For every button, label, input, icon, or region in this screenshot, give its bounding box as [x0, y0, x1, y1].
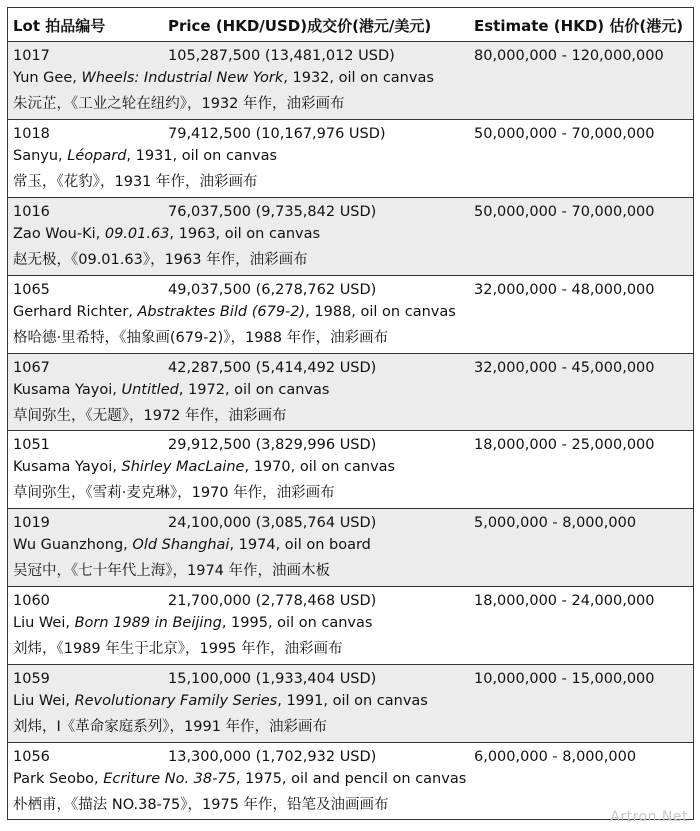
artwork-description-cn: 吴冠中，《七十年代上海》，1974 年作，油画木板	[13, 563, 331, 580]
artwork-description-cn: 格哈德·里希特，《抽象画(679-2)》，1988 年作，油彩画布	[13, 329, 389, 346]
lot-number: 1065	[13, 281, 50, 298]
auction-results-table	[7, 7, 694, 820]
price: 42,287,500 (5,414,492 USD)	[168, 359, 377, 376]
artwork-description-en: Wu Guanzhong, Old Shanghai, 1974, oil on board	[13, 537, 371, 554]
price: 79,412,500 (10,167,976 USD)	[168, 125, 386, 142]
estimate: 50,000,000 - 70,000,000	[474, 203, 655, 220]
price: 13,300,000 (1,702,932 USD)	[168, 749, 377, 766]
price: 49,037,500 (6,278,762 USD)	[168, 281, 377, 298]
price: 21,700,000 (2,778,468 USD)	[168, 593, 377, 610]
artwork-description-cn: 刘炜，《1989 年生于北京》，1995 年作，油彩画布	[13, 641, 343, 658]
table-header	[8, 8, 693, 42]
artwork-description-cn: 常玉，《花豹》，1931 年作，油彩画布	[13, 173, 258, 190]
lot-number: 1051	[13, 437, 50, 454]
table-row	[8, 276, 693, 354]
lot-number: 1056	[13, 749, 50, 766]
price: 15,100,000 (1,933,404 USD)	[168, 671, 377, 688]
artwork-description-cn: 朱沅芷，《工业之轮在纽约》，1932 年作，油彩画布	[13, 96, 345, 112]
lot-number: 1059	[13, 671, 50, 688]
lot-number: 1019	[13, 515, 50, 532]
watermark-logo: Artron.Net	[610, 809, 688, 825]
lot-number: 1016	[13, 203, 50, 220]
artwork-description-en: Kusama Yayoi, Untitled, 1972, oil on canvas	[13, 381, 330, 398]
estimate: 32,000,000 - 45,000,000	[474, 359, 655, 376]
lot-number: 1067	[13, 359, 50, 376]
estimate: 32,000,000 - 48,000,000	[474, 281, 655, 298]
estimate-column-header: Estimate (HKD) 估价(港元)	[474, 17, 684, 35]
estimate: 18,000,000 - 24,000,000	[474, 593, 655, 610]
artwork-description-en: Zao Wou-Ki, 09.01.63, 1963, oil on canvas	[13, 225, 321, 242]
artwork-description-en: Park Seobo, Ecriture No. 38-75, 1975, oil and pencil on canvas	[13, 771, 467, 788]
table-row	[8, 665, 693, 743]
table-row	[8, 743, 693, 821]
price-column-header: Price (HKD/USD)成交价(港元/美元)	[168, 17, 432, 35]
artwork-description-en: Liu Wei, Revolutionary Family Series, 1991, oil on canvas	[13, 693, 428, 710]
price: 29,912,500 (3,829,996 USD)	[168, 437, 377, 454]
artwork-description-en: Gerhard Richter, Abstraktes Bild (679-2), 1988, oil on canvas	[13, 303, 456, 320]
table-row	[8, 354, 693, 432]
artwork-description-en: Kusama Yayoi, Shirley MacLaine, 1970, oil on canvas	[13, 459, 396, 476]
estimate: 80,000,000 - 120,000,000	[474, 48, 664, 64]
artwork-description-cn: 草间弥生，《雪莉·麦克琳》，1970 年作，油彩画布	[13, 485, 335, 502]
table-row	[8, 42, 693, 120]
artwork-description-en: Sanyu, Léopard, 1931, oil on canvas	[13, 147, 278, 164]
table-row	[8, 509, 693, 587]
estimate: 50,000,000 - 70,000,000	[474, 125, 655, 142]
estimate: 6,000,000 - 8,000,000	[474, 749, 637, 766]
table-row	[8, 198, 693, 276]
price: 24,100,000 (3,085,764 USD)	[168, 515, 377, 532]
artwork-description-cn: 朴栖甫，《描法 NO.38-75》，1975 年作，铅笔及油画画布	[13, 797, 389, 814]
artwork-description-cn: 草间弥生，《无题》，1972 年作，油彩画布	[13, 407, 287, 424]
estimate: 10,000,000 - 15,000,000	[474, 671, 655, 688]
table-row	[8, 587, 693, 665]
artwork-description-cn: 赵无极，《09.01.63》，1963 年作，油彩画布	[13, 251, 308, 268]
lot-number: 1060	[13, 593, 50, 610]
artwork-description-en: Yun Gee, Wheels: Industrial New York, 1932, oil on canvas	[13, 70, 434, 86]
artwork-description-cn: 刘炜，I《革命家庭系列》，1991 年作，油彩画布	[13, 719, 328, 736]
lot-column-header: Lot 拍品编号	[13, 17, 106, 35]
artwork-description-en: Liu Wei, Born 1989 in Beijing, 1995, oil on canvas	[13, 615, 373, 632]
price: 105,287,500 (13,481,012 USD)	[168, 48, 395, 64]
estimate: 18,000,000 - 25,000,000	[474, 437, 655, 454]
lot-number: 1018	[13, 125, 50, 142]
table-row	[8, 120, 693, 198]
lot-number: 1017	[13, 48, 50, 64]
price: 76,037,500 (9,735,842 USD)	[168, 203, 377, 220]
estimate: 5,000,000 - 8,000,000	[474, 515, 637, 532]
table-row	[8, 431, 693, 509]
